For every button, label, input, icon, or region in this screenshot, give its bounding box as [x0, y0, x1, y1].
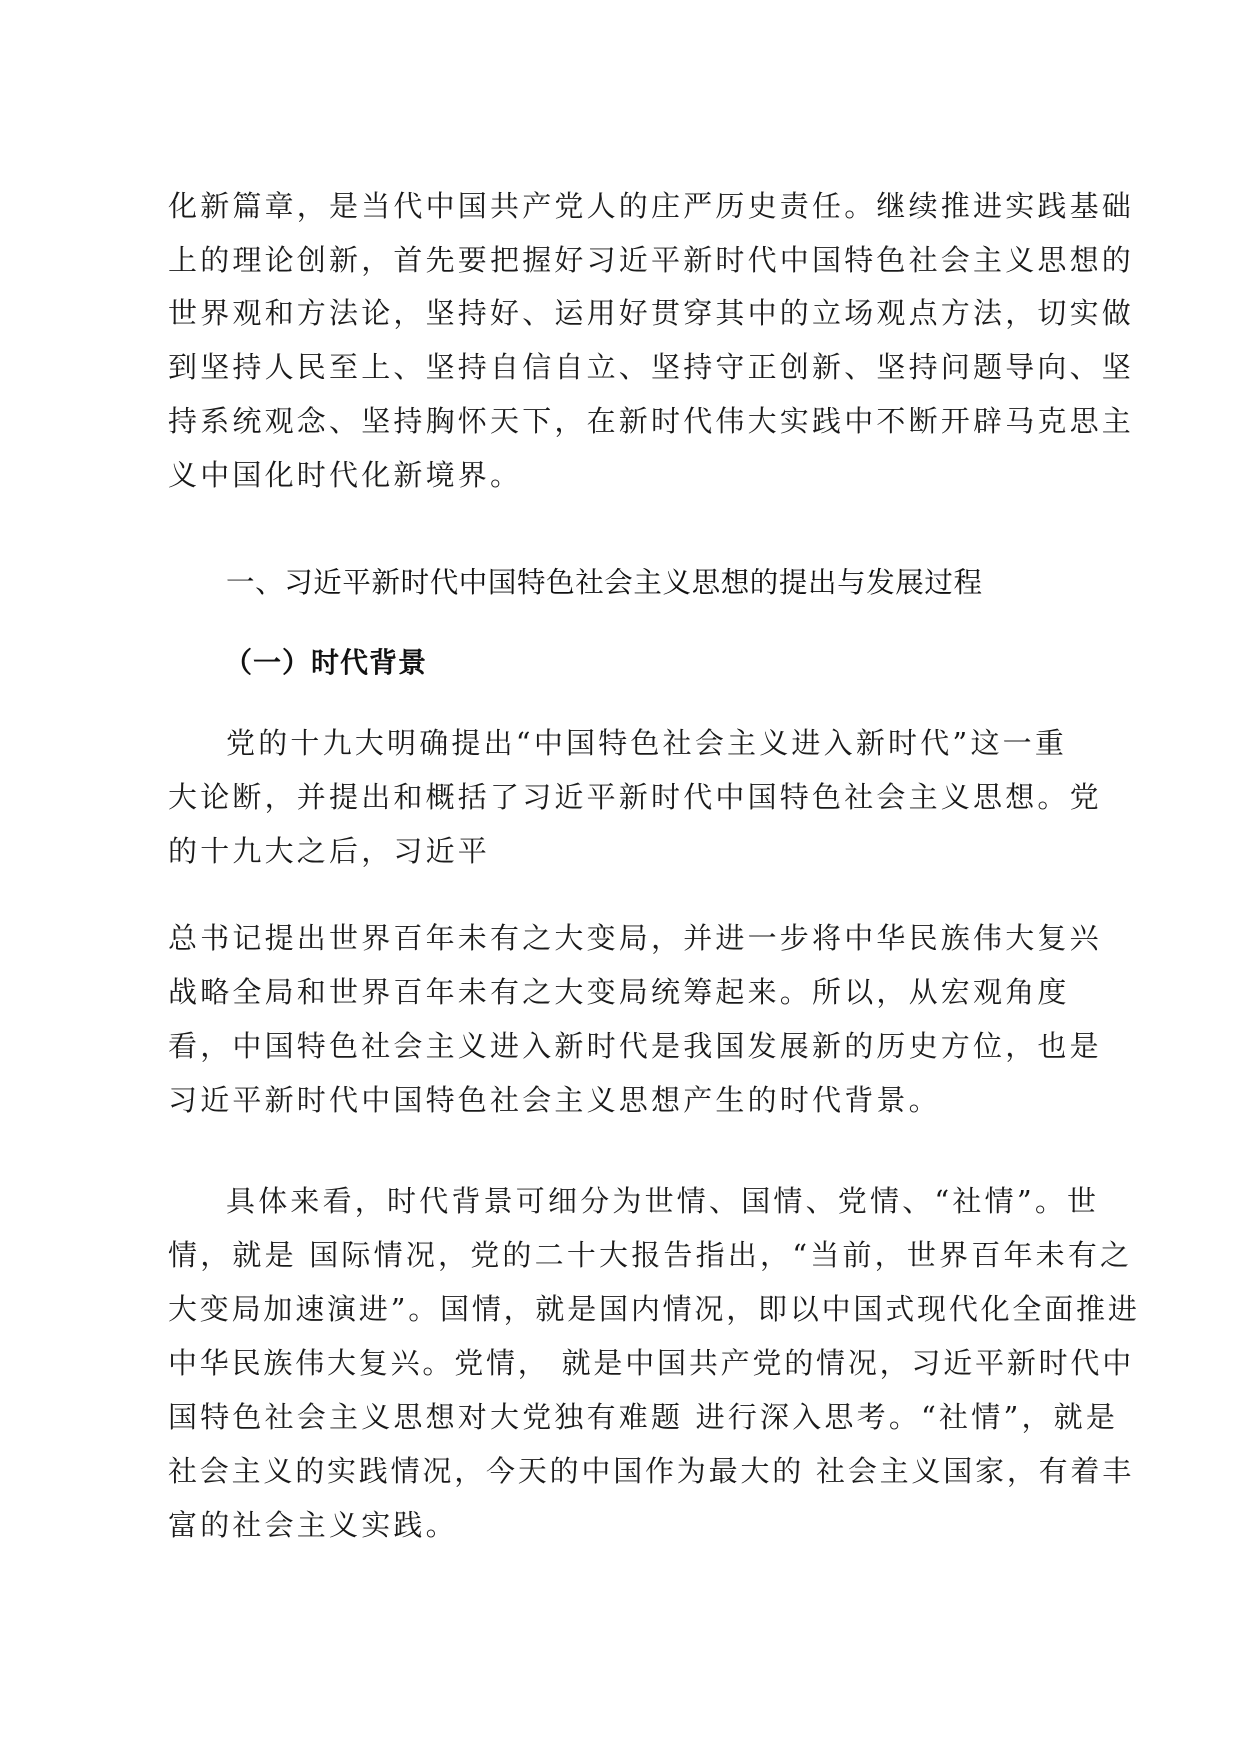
- text-line: 到坚持人民至上、坚持自信自立、坚持守正创新、坚持问题导向、坚: [168, 350, 1135, 384]
- text-line: 习近平新时代中国特色社会主义思想产生的时代背景。: [168, 1083, 941, 1117]
- text-line: 的十九大之后，习近平: [168, 834, 491, 868]
- text-line: 党的十九大明确提出“中国特色社会主义进入新时代”这一重: [226, 726, 1068, 760]
- text-line: 上的理论创新，首先要把握好习近平新时代中国特色社会主义思想的: [168, 243, 1135, 277]
- section-heading: 一、习近平新时代中国特色社会主义思想的提出与发展过程: [226, 566, 983, 599]
- text-line: 中华民族伟大复兴。党情， 就是中国共产党的情况，习近平新时代中: [168, 1346, 1135, 1380]
- text-line: 总书记提出世界百年未有之大变局，并进一步将中华民族伟大复兴: [168, 921, 1102, 955]
- text-line: 看，中国特色社会主义进入新时代是我国发展新的历史方位，也是: [168, 1029, 1102, 1063]
- text-line: 战略全局和世界百年未有之大变局统筹起来。所以，从宏观角度: [168, 975, 1070, 1009]
- text-line: 义中国化时代化新境界。: [168, 458, 523, 492]
- text-line: 国特色社会主义思想对大党独有难题 进行深入思考。“社情”，就是: [168, 1400, 1119, 1434]
- text-line: 世界观和方法论，坚持好、运用好贯穿其中的立场观点方法，切实做: [168, 296, 1135, 330]
- text-line: 持系统观念、坚持胸怀天下，在新时代伟大实践中不断开辟马克思主: [168, 404, 1135, 438]
- text-line: 大论断，并提出和概括了习近平新时代中国特色社会主义思想。党: [168, 780, 1102, 814]
- text-line: 大变局加速演进”。国情，就是国内情况，即以中国式现代化全面推进: [168, 1292, 1140, 1326]
- text-line: 社会主义的实践情况，今天的中国作为最大的 社会主义国家，有着丰: [168, 1454, 1135, 1488]
- text-line: 富的社会主义实践。: [168, 1508, 458, 1542]
- text-line: 具体来看，时代背景可细分为世情、国情、党情、“社情”。世: [226, 1184, 1100, 1218]
- text-line: 情，就是 国际情况，党的二十大报告指出，“当前，世界百年未有之: [168, 1238, 1133, 1272]
- text-line: 化新篇章，是当代中国共产党人的庄严历史责任。继续推进实践基础: [168, 189, 1135, 223]
- subsection-heading: （一）时代背景: [224, 646, 428, 679]
